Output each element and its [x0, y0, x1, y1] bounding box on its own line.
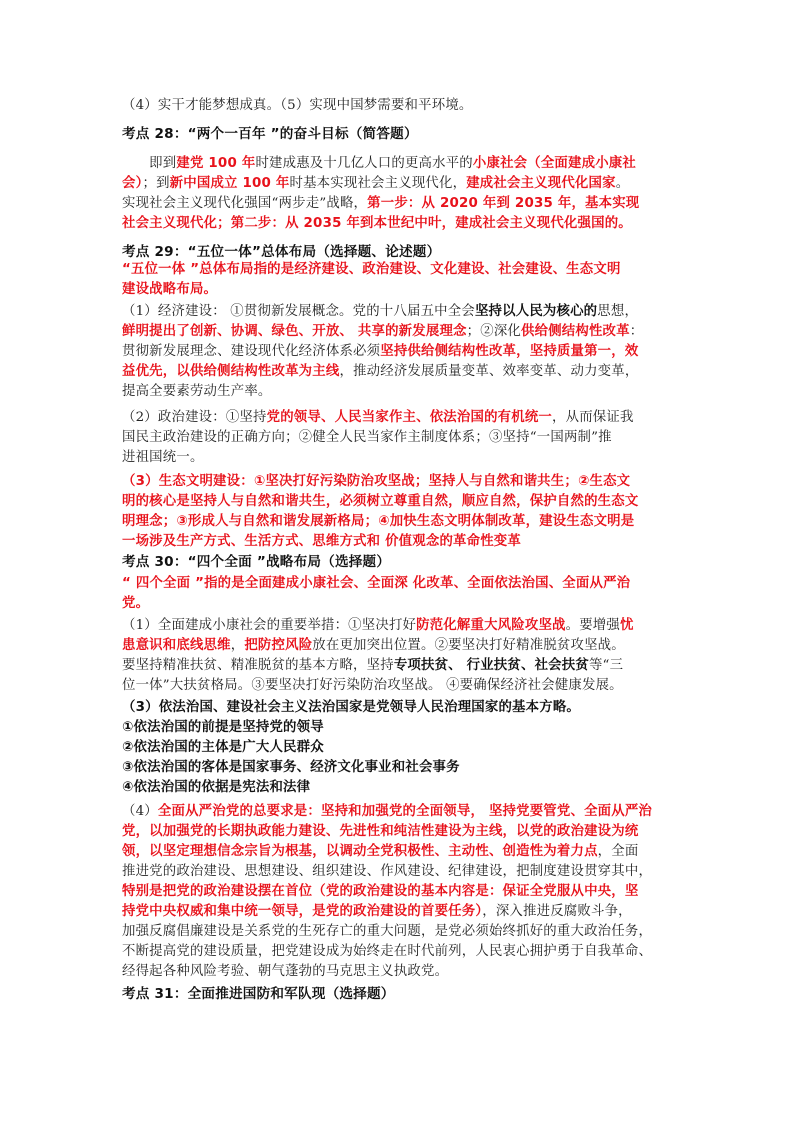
body-text: （2）政治建设：①坚持 — [122, 410, 267, 425]
body-text: 时基本实现社会主义现代化， — [289, 176, 467, 191]
text-line — [122, 802, 694, 822]
body-text: （4）实干才能梦想成真。（5）实现中国梦需要和平环境。 — [122, 98, 473, 113]
body-text: 思想， — [597, 304, 639, 319]
text-line — [122, 862, 694, 882]
body-text: 推进党的政治建设、思想建设、组织建设、作风建设、纪律建设，把制度建设贯穿其中， — [122, 864, 653, 879]
body-text: （1）全面建成小康社会的重要举措：①坚决打好 — [122, 618, 417, 633]
emphasis-text: 把防控风险 — [244, 638, 313, 653]
body-text: （4） — [122, 804, 158, 819]
text-line — [122, 984, 694, 1005]
text-line — [122, 124, 694, 145]
emphasis-text: 防范化解重大风险攻坚战 — [416, 618, 566, 633]
text-line — [122, 718, 694, 738]
body-text: 不断提高党的建设质量，把党建设成为始终走在时代前列，人民衷心拥护勇于自我革命、 — [122, 944, 653, 959]
section-heading: 考点 29：“五位一体”总体布局（选择题、论述题） — [122, 244, 441, 260]
text-line — [122, 942, 694, 962]
body-text: 提高全要素劳动生产率。 — [122, 384, 272, 399]
text-line — [122, 260, 694, 280]
text-line — [122, 428, 694, 448]
emphasis-text: 鲜明提出了创新、协调、绿色、开放、 共享的新发展理念 — [122, 324, 467, 339]
body-text: ，从而保证我 — [552, 410, 634, 425]
text-line — [122, 322, 694, 342]
text-line — [122, 656, 694, 676]
emphasis-text: 益优先，以供给侧结构性改革为主线 — [122, 364, 340, 379]
body-text: ；到 — [142, 176, 170, 191]
text-line — [122, 362, 694, 382]
body-text: 进祖国统一。 — [122, 450, 204, 465]
emphasis-text: 患意识和底线思维 — [122, 638, 231, 653]
bold-text: （3）依法治国、建设社会主义法治国家是党领导人民治理国家的基本方略。 — [122, 700, 581, 715]
emphasis-text: 建成社会主义现代化国家 — [466, 176, 616, 191]
text-line — [122, 342, 694, 362]
emphasis-text: 党的领导、人民当家作主、依法治国的有机统一 — [266, 410, 553, 425]
body-text: 贯彻新发展理念、建设现代化经济体系必须 — [122, 344, 381, 359]
body-text: 时建成惠及十几亿人口的更高水平的 — [255, 156, 473, 171]
body-text: ，推动经济发展质量变革、效率变革、动力变革， — [339, 364, 639, 379]
body-text: 位一体”大扶贫格局。③要坚决打好污染防治攻坚战。 ④要确保经济社会健康发展。 — [122, 678, 623, 693]
emphasis-text: 第一步：从 2020 年到 2035 年，基本实现 — [367, 196, 640, 211]
body-text: ，全面 — [597, 844, 639, 859]
emphasis-text: 建设战略布局。 — [122, 282, 218, 297]
emphasis-text: 领，以坚定理想信念宗旨为根基，以调动全党积极性、主动性、创造性为着力点 — [122, 844, 598, 859]
bold-text: ④依法治国的依据是宪法和法律 — [122, 780, 311, 795]
body-text: 。要增强 — [565, 618, 620, 633]
body-text: ： — [629, 324, 644, 339]
emphasis-text: 明的核心是坚持人与自然和谐共生，必须树立尊重自然，顺应自然，保护自然的生态文 — [122, 494, 639, 509]
body-text: 。 — [615, 176, 630, 191]
body-text: 国民主政治建设的正确方向；②健全人民当家作主制度体系；③坚持“一国两制”推 — [122, 430, 612, 445]
text-line — [122, 448, 694, 468]
body-text: 经得起各种风险考验、朝气蓬勃的马克思主义执政党。 — [122, 964, 449, 979]
text-line — [122, 616, 694, 636]
body-text: 要坚持精准扶贫、精准脱贫的基本方略，坚持 — [122, 658, 394, 673]
section-heading: 考点 28：“两个一百年 ”的奋斗目标（简答题） — [122, 126, 418, 142]
bold-text: 坚持以人民为核心的 — [474, 304, 598, 319]
bold-text: 专项扶贫、 行业扶贫、社会扶贫 — [393, 658, 589, 673]
text-line — [122, 492, 694, 512]
emphasis-text: 党，以加强党的长期执政能力建设、先进性和纯洁性建设为主线，以党的政治建设为统 — [122, 824, 639, 839]
section-heading: 考点 31：全面推进国防和军队现（选择题） — [122, 986, 395, 1002]
emphasis-text: 供给侧结构性改革 — [521, 324, 630, 339]
emphasis-text: 明理念；③形成人与自然和谐发展新格局；④加快生态文明体制改革，建设生态文明是 — [122, 514, 635, 529]
body-text: 等“三 — [588, 658, 624, 673]
text-line — [122, 778, 694, 798]
body-text: ， — [230, 638, 245, 653]
body-text: （1）经济建设： ①贯彻新发展概念。党的十八届五中全会 — [122, 304, 475, 319]
bold-text: ③依法治国的客体是国家事务、经济文化事业和社会事务 — [122, 760, 460, 775]
text-line — [122, 280, 694, 300]
body-text: ；②深化 — [466, 324, 522, 339]
body-text: 加强反腐倡廉建设是关系党的生死存亡的重大问题，是党必须始终抓好的重大政治任务， — [122, 924, 653, 939]
text-line — [122, 174, 694, 194]
emphasis-text: 全面从严治党的总要求是：坚持和加强党的全面领导， 坚持党要管党、全面从严治 — [157, 804, 653, 819]
emphasis-text: “ 四个全面 ”指的是全面建成小康社会、全面深 化改革、全面依法治国、全面从严治 — [122, 576, 631, 591]
emphasis-text: 一场涉及生产方式、生活方式、思维方式和 价值观念的革命性变革 — [122, 534, 521, 549]
emphasis-text: 特别是把党的政治建设摆在首位（党的政治建设的基本内容是：保证全党服从中央，坚 — [122, 884, 639, 899]
text-line — [122, 408, 694, 428]
emphasis-text: 党。 — [122, 596, 150, 611]
section-heading: 考点 30：“四个全面 ”战略布局（选择题） — [122, 554, 391, 570]
text-line — [122, 902, 694, 922]
emphasis-text: 忧 — [620, 618, 634, 633]
text-line — [122, 512, 694, 532]
emphasis-text: “五位一体 ”总体布局指的是经济建设、政治建设、文化建设、社会建设、生态文明 — [122, 262, 621, 277]
text-line — [122, 594, 694, 614]
emphasis-text: 建党 100 年 — [176, 156, 256, 171]
text-line — [122, 698, 694, 718]
body-text: 放在更加突出位置。②要坚决打好精准脱贫攻坚战。 — [312, 638, 625, 653]
text-line — [122, 962, 694, 982]
text-line — [122, 96, 694, 116]
body-text: 即到 — [122, 156, 177, 171]
emphasis-text: 社会主义现代化；第二步：从 2035 年到本世纪中叶，建成社会主义现代化强国的。 — [122, 216, 632, 231]
emphasis-text: 小康社会（全面建成小康社 — [472, 156, 636, 171]
text-line — [122, 676, 694, 696]
bold-text: ①依法治国的前提是坚持党的领导 — [122, 720, 324, 735]
text-line — [122, 882, 694, 902]
emphasis-text: 坚持供给侧结构性改革，坚持质量第一，效 — [380, 344, 639, 359]
emphasis-text: 会） — [122, 176, 143, 191]
bold-text: ②依法治国的主体是广大人民群众 — [122, 740, 324, 755]
emphasis-text: 新中国成立 100 年 — [169, 176, 290, 191]
emphasis-text: 持党中央权威和集中统一领导，是党的政治建设的首要任务） — [122, 904, 483, 919]
text-line — [122, 842, 694, 862]
text-line — [122, 382, 694, 402]
text-line — [122, 214, 694, 234]
emphasis-text: （3）生态文明建设：①坚决打好污染防治攻坚战；坚持人与自然和谐共生；②生态文 — [122, 474, 631, 489]
text-line — [122, 574, 694, 594]
text-line — [122, 552, 694, 573]
text-line — [122, 636, 694, 656]
body-text: 实现社会主义现代化强国“两步走”战略， — [122, 196, 368, 211]
text-line — [122, 194, 694, 214]
text-line — [122, 472, 694, 492]
text-line — [122, 758, 694, 778]
text-line — [122, 922, 694, 942]
text-line — [122, 822, 694, 842]
text-line — [122, 302, 694, 322]
text-line — [122, 154, 694, 174]
text-line — [122, 532, 694, 552]
body-text: ，深入推进反腐败斗争， — [482, 904, 632, 919]
text-line — [122, 738, 694, 758]
